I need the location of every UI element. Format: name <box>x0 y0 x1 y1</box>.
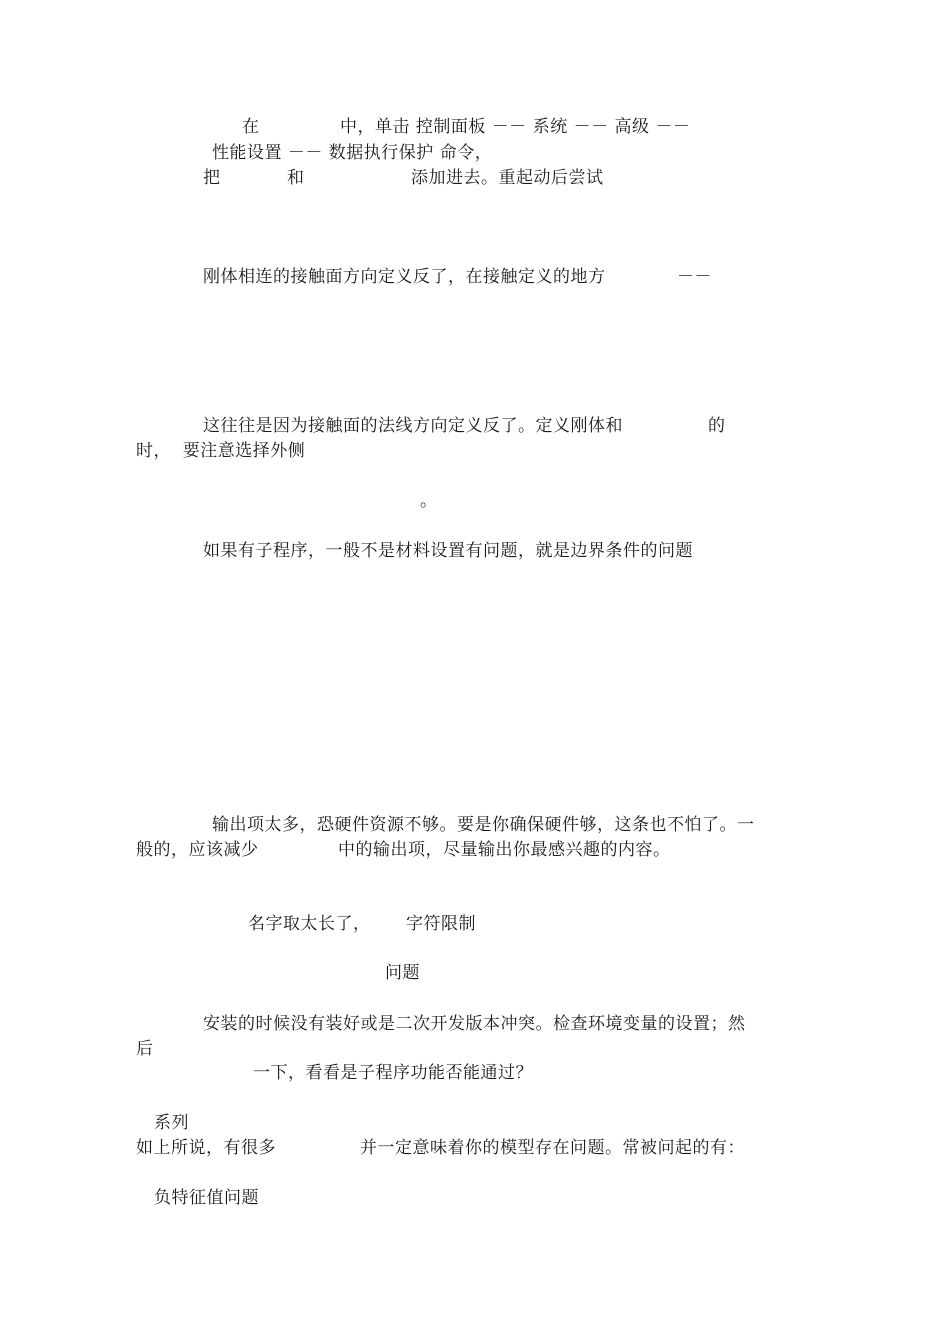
text-line: 的 <box>708 416 726 436</box>
text-line: 中，单击 控制面板 －－ 系统 －－ 高级 －－ <box>340 117 691 137</box>
text-line: 添加进去。重起动后尝试 <box>411 168 604 188</box>
text-line: 。 <box>420 491 438 511</box>
text-line: 和 <box>287 168 305 188</box>
text-line: 系列 <box>154 1113 189 1133</box>
text-line: 这往往是因为接触面的法线方向定义反了。定义刚体和 <box>203 416 623 436</box>
text-line: 输出项太多，恐硬件资源不够。要是你确保硬件够，这条也不怕了。一 <box>212 815 755 835</box>
text-line: 如上所说，有很多 <box>136 1138 276 1158</box>
text-line: 时， 要注意选择外侧 <box>136 441 306 461</box>
text-line: 后 <box>136 1039 154 1059</box>
text-line: 问题 <box>385 963 420 983</box>
text-line: 中的输出项，尽量输出你最感兴趣的内容。 <box>338 840 671 860</box>
text-line: 如果有子程序，一般不是材料设置有问题，就是边界条件的问题 <box>203 541 693 561</box>
text-line: 般的，应该减少 <box>136 840 259 860</box>
text-line: 负特征值问题 <box>154 1188 259 1208</box>
text-line: 性能设置 －－ 数据执行保护 命令， <box>212 143 493 163</box>
text-line: 把 <box>203 168 221 188</box>
text-line: －－ <box>677 267 712 287</box>
text-line: 名字取太长了， <box>248 914 371 934</box>
text-line: 字符限制 <box>406 914 476 934</box>
text-line: 一下，看看是子程序功能否能通过？ <box>253 1063 533 1083</box>
text-line: 在 <box>242 117 260 137</box>
text-line: 安装的时候没有装好或是二次开发版本冲突。检查环境变量的设置；然 <box>203 1014 746 1034</box>
text-line: 并一定意味着你的模型存在问题。常被问起的有： <box>360 1138 745 1158</box>
text-line: 刚体相连的接触面方向定义反了，在接触定义的地方 <box>203 267 606 287</box>
